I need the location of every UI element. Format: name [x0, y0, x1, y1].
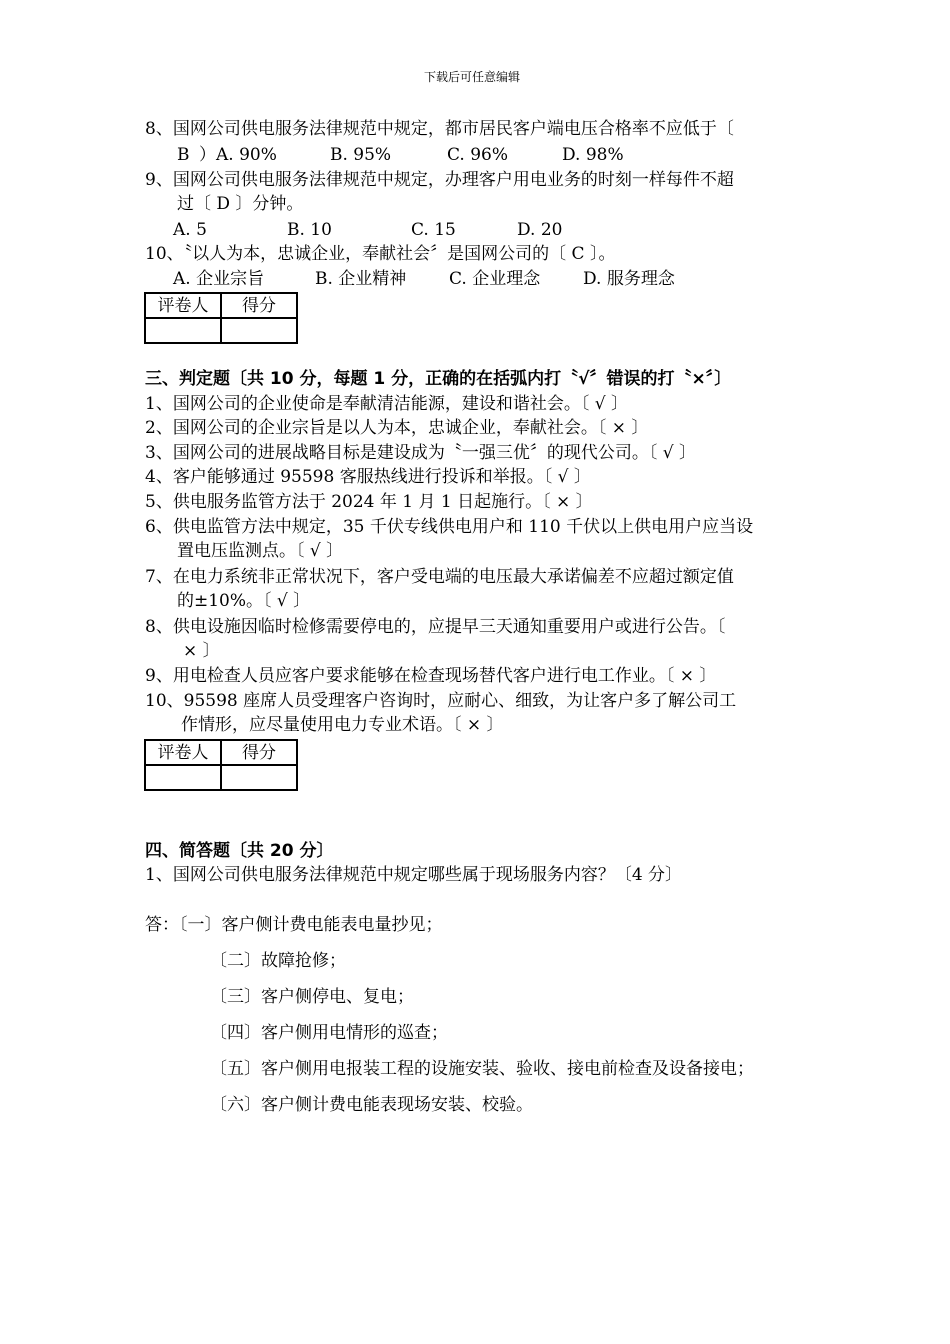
tf-item-7: 7、在电力系统非正常状况下，客户受电端的电压最大承诺偏差不应超过额定值	[145, 567, 734, 587]
tf-item-10-cont: 作情形，应尽量使用电力专业术语。〔 × 〕	[181, 715, 504, 735]
answer-item-6: 〔六〕客户侧计费电能表现场安装、校验。	[210, 1095, 533, 1115]
q8-option-a: ）A. 90%	[199, 145, 277, 165]
score-table-1	[144, 292, 298, 344]
q9-option-a: A. 5	[173, 220, 207, 240]
q9-text-cont: 过〔 D 〕分钟。	[177, 194, 304, 214]
q10-option-a: A. 企业宗旨	[173, 269, 265, 289]
reviewer-cell[interactable]	[145, 318, 221, 343]
tf-item-7-cont: 的±10%。〔 √ 〕	[177, 591, 311, 611]
answer-item-2: 〔二〕故障抢修；	[210, 951, 346, 971]
tf-section-title: 三、判定题〔共 10 分，每题 1 分，正确的在括弧内打〝√〞错误的打〝×〞〕	[145, 369, 732, 389]
tf-item-6: 6、供电监管方法中规定，35 千伏专线供电用户和 110 千伏以上供电用户应当设	[145, 517, 754, 537]
q8-option-b: B. 95%	[330, 145, 392, 165]
q8-option-c: C. 96%	[447, 145, 508, 165]
tf-item-1: 1、国网公司的企业使命是奉献清洁能源，建设和谐社会。〔 √ 〕	[145, 394, 628, 414]
tf-item-2: 2、国网公司的企业宗旨是以人为本，忠诚企业，奉献社会。〔 × 〕	[145, 418, 649, 438]
tf-item-3: 3、国网公司的进展战略目标是建设成为〝一强三优〞的现代公司。〔 √ 〕	[145, 443, 696, 463]
tf-item-6-cont: 置电压监测点。〔 √ 〕	[177, 541, 344, 561]
q8-answer: B	[177, 145, 190, 165]
q9-option-b: B. 10	[287, 220, 332, 240]
sa-question-1: 1、国网公司供电服务法律规范中规定哪些属于现场服务内容？〔4 分〕	[145, 865, 683, 885]
tf-item-8-cont: × 〕	[183, 641, 220, 661]
tf-item-10: 10、95598 座席人员受理客户咨询时，应耐心、细致，为让客户多了解公司工	[145, 691, 737, 711]
page-header: 下载后可任意编辑	[424, 70, 521, 84]
q9-text: 9、国网公司供电服务法律规范中规定，办理客户用电业务的时刻一样每件不超	[145, 170, 734, 190]
q9-option-d: D. 20	[517, 220, 563, 240]
q10-option-d: D. 服务理念	[583, 269, 675, 289]
q8-text: 8、国网公司供电服务法律规范中规定，都市居民客户端电压合格率不应低于〔	[145, 119, 734, 139]
answer-intro: 答：〔一〕客户侧计费电能表电量抄见；	[145, 915, 443, 935]
sa-section-title: 四、简答题〔共 20 分〕	[145, 841, 334, 861]
q10-option-b: B. 企业精神	[315, 269, 407, 289]
reviewer-label: 评卷人	[145, 293, 221, 318]
tf-item-9: 9、用电检查人员应客户要求能够在检查现场替代客户进行电工作业。〔 × 〕	[145, 666, 717, 686]
reviewer-cell[interactable]	[145, 765, 221, 790]
reviewer-label: 评卷人	[145, 740, 221, 765]
q8-option-d: D. 98%	[562, 145, 624, 165]
tf-item-4: 4、客户能够通过 95598 客服热线进行投诉和举报。〔 √ 〕	[145, 467, 591, 487]
score-label: 得分	[221, 293, 297, 318]
q9-option-c: C. 15	[411, 220, 456, 240]
answer-item-5: 〔五〕客户侧用电报装工程的设施安装、验收、接电前检查及设备接电；	[210, 1059, 754, 1079]
q10-option-c: C. 企业理念	[449, 269, 541, 289]
tf-item-8: 8、供电设施因临时检修需要停电的，应提早三天通知重要用户或进行公告。〔	[145, 617, 726, 637]
q10-text: 10、〝以人为本，忠诚企业，奉献社会〞是国网公司的〔 C 〕。	[145, 244, 616, 264]
answer-item-3: 〔三〕客户侧停电、复电；	[210, 987, 414, 1007]
tf-item-5: 5、供电服务监管方法于 2024 年 1 月 1 日起施行。〔 × 〕	[145, 492, 593, 512]
answer-item-4: 〔四〕客户侧用电情形的巡查；	[210, 1023, 448, 1043]
score-table-2	[144, 739, 298, 791]
score-label: 得分	[221, 740, 297, 765]
score-cell[interactable]	[221, 318, 297, 343]
score-cell[interactable]	[221, 765, 297, 790]
